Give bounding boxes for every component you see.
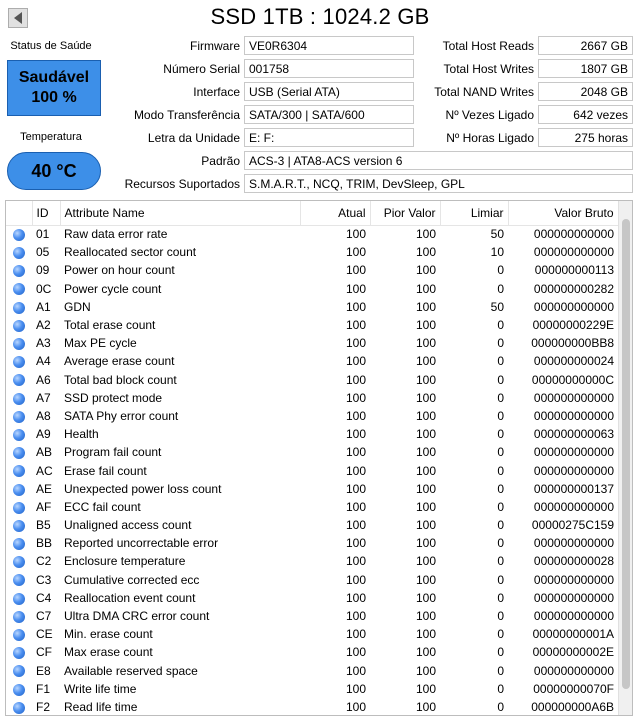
status-cell xyxy=(6,371,32,389)
raw-value: 00000000002E xyxy=(532,645,614,660)
table-row[interactable] xyxy=(6,461,618,479)
current-value: 100 xyxy=(345,590,366,605)
current-value: 100 xyxy=(345,627,366,642)
threshold-value: 0 xyxy=(497,590,504,605)
raw-value: 000000000000 xyxy=(533,390,614,405)
raw-value: 000000000063 xyxy=(533,427,614,442)
raw-value: 00000000070F xyxy=(533,681,614,696)
table-row[interactable] xyxy=(6,280,618,298)
attribute-name: Total bad block count xyxy=(64,372,177,387)
standard-field[interactable]: ACS-3 | ATA8-ACS version 6 xyxy=(244,151,633,170)
status-dot-icon xyxy=(13,611,25,623)
status-cell xyxy=(6,443,32,461)
worst-value: 100 xyxy=(415,681,436,696)
power-count-field[interactable]: 642 vezes xyxy=(538,105,633,124)
attribute-id: A9 xyxy=(36,427,51,442)
status-dot-icon xyxy=(13,302,25,314)
status-dot-icon xyxy=(13,356,25,368)
threshold-value: 50 xyxy=(490,299,504,314)
status-cell xyxy=(6,298,32,316)
status-cell xyxy=(6,461,32,479)
attribute-id: A7 xyxy=(36,390,51,405)
attribute-name: Read life time xyxy=(64,699,138,714)
table-row[interactable] xyxy=(6,662,618,680)
status-cell xyxy=(6,698,32,716)
table-row[interactable] xyxy=(6,698,618,716)
status-dot-icon xyxy=(13,338,25,350)
table-row[interactable] xyxy=(6,389,618,407)
attribute-id: A2 xyxy=(36,318,51,333)
attribute-name: Cumulative corrected ecc xyxy=(64,572,200,587)
attribute-id: A1 xyxy=(36,299,51,314)
worst-value: 100 xyxy=(415,663,436,678)
status-cell xyxy=(6,425,32,443)
threshold-value: 0 xyxy=(497,408,504,423)
attribute-name: Erase fail count xyxy=(64,463,147,478)
threshold-value: 0 xyxy=(497,554,504,569)
interface-field[interactable]: USB (Serial ATA) xyxy=(244,82,414,101)
attribute-id: B5 xyxy=(36,518,51,533)
current-value: 100 xyxy=(345,463,366,478)
attribute-id: C7 xyxy=(36,609,52,624)
attribute-id: A6 xyxy=(36,372,51,387)
threshold-value: 0 xyxy=(497,390,504,405)
features-field[interactable]: S.M.A.R.T., NCQ, TRIM, DevSleep, GPL xyxy=(244,174,633,193)
worst-value: 100 xyxy=(415,408,436,423)
current-value: 100 xyxy=(345,354,366,369)
threshold-value: 0 xyxy=(497,645,504,660)
attribute-name: Enclosure temperature xyxy=(64,554,186,569)
status-dot-icon xyxy=(13,447,25,459)
table-row[interactable] xyxy=(6,334,618,352)
attribute-id: 05 xyxy=(36,245,50,260)
threshold-value: 0 xyxy=(497,518,504,533)
threshold-value: 0 xyxy=(497,463,504,478)
worst-value: 100 xyxy=(415,627,436,642)
raw-value: 000000000000 xyxy=(533,408,614,423)
worst-value: 100 xyxy=(415,699,436,714)
raw-value: 000000000000 xyxy=(533,536,614,551)
drive-letter-label: Letra da Unidade xyxy=(147,131,240,145)
current-value: 100 xyxy=(345,263,366,278)
threshold-value: 0 xyxy=(497,536,504,551)
current-value: 100 xyxy=(345,336,366,351)
table-row[interactable] xyxy=(6,316,618,334)
current-value: 100 xyxy=(345,681,366,696)
worst-value: 100 xyxy=(415,281,436,296)
current-column-header[interactable]: Atual xyxy=(300,201,370,225)
table-scrollbar[interactable] xyxy=(618,201,632,715)
threshold-value: 0 xyxy=(497,663,504,678)
status-cell xyxy=(6,480,32,498)
threshold-value: 0 xyxy=(497,699,504,714)
temperature-label: Temperatura xyxy=(20,131,82,143)
raw-value: 000000000000 xyxy=(533,499,614,514)
raw-value: 000000000024 xyxy=(533,354,614,369)
raw-value: 00000000000C xyxy=(531,372,614,387)
status-dot-icon xyxy=(13,647,25,659)
status-dot-icon xyxy=(13,411,25,423)
firmware-label: Firmware xyxy=(190,39,240,53)
worst-value: 100 xyxy=(415,390,436,405)
nand-writes-field[interactable]: 2048 GB xyxy=(538,82,633,101)
current-value: 100 xyxy=(345,554,366,569)
status-dot-icon xyxy=(13,556,25,568)
host-writes-field[interactable]: 1807 GB xyxy=(538,59,633,78)
status-dot-icon xyxy=(13,429,25,441)
raw-value: 00000000001A xyxy=(532,627,614,642)
attribute-name: Health xyxy=(64,427,99,442)
interface-label: Interface xyxy=(193,85,240,99)
status-dot-icon xyxy=(13,393,25,405)
attribute-name: SSD protect mode xyxy=(64,390,163,405)
attribute-id: A4 xyxy=(36,354,51,369)
worst-value: 100 xyxy=(415,499,436,514)
table-row[interactable] xyxy=(6,534,618,552)
attribute-name: Power on hour count xyxy=(64,263,175,278)
table-row[interactable] xyxy=(6,352,618,370)
threshold-value: 0 xyxy=(497,318,504,333)
attribute-id: F1 xyxy=(36,681,51,696)
status-cell xyxy=(6,625,32,643)
table-row[interactable] xyxy=(6,425,618,443)
worst-value: 100 xyxy=(415,572,436,587)
threshold-value: 0 xyxy=(497,681,504,696)
status-cell xyxy=(6,407,32,425)
attribute-name: Unaligned access count xyxy=(64,518,192,533)
attribute-name: Power cycle count xyxy=(64,281,162,296)
status-dot-icon xyxy=(13,574,25,586)
current-value: 100 xyxy=(345,408,366,423)
status-cell xyxy=(6,334,32,352)
status-dot-icon xyxy=(13,247,25,259)
worst-value: 100 xyxy=(415,336,436,351)
status-cell xyxy=(6,389,32,407)
status-cell xyxy=(6,589,32,607)
status-dot-icon xyxy=(13,283,25,295)
table-row[interactable] xyxy=(6,243,618,261)
name-column-header[interactable]: Attribute Name xyxy=(60,201,300,225)
raw-value: 000000000137 xyxy=(533,481,614,496)
attribute-id: 09 xyxy=(36,263,50,278)
status-dot-icon xyxy=(13,502,25,514)
attribute-id: C3 xyxy=(36,572,52,587)
status-dot-icon xyxy=(13,229,25,241)
status-cell xyxy=(6,280,32,298)
worst-value: 100 xyxy=(415,536,436,551)
status-dot-icon xyxy=(13,374,25,386)
attribute-name: Raw data error rate xyxy=(64,227,168,242)
raw-value: 00000000229E xyxy=(532,318,614,333)
worst-column-header[interactable]: Pior Valor xyxy=(370,201,440,225)
current-value: 100 xyxy=(345,572,366,587)
raw-value-column-header[interactable]: Valor Bruto xyxy=(508,201,618,225)
worst-value: 100 xyxy=(415,554,436,569)
transfer-mode-label: Modo Transferência xyxy=(133,108,240,122)
current-value: 100 xyxy=(345,318,366,333)
worst-value: 100 xyxy=(415,245,436,260)
attribute-id: AC xyxy=(36,463,53,478)
table-row[interactable] xyxy=(6,225,618,243)
current-value: 100 xyxy=(345,518,366,533)
attribute-id: AF xyxy=(36,499,52,514)
worst-value: 100 xyxy=(415,463,436,478)
status-cell xyxy=(6,643,32,661)
status-cell xyxy=(6,243,32,261)
threshold-value: 0 xyxy=(497,499,504,514)
threshold-value: 0 xyxy=(497,572,504,587)
attribute-name: Min. erase count xyxy=(64,627,153,642)
table-row[interactable] xyxy=(6,625,618,643)
host-reads-field[interactable]: 2667 GB xyxy=(538,36,633,55)
threshold-value: 0 xyxy=(497,263,504,278)
table-row[interactable] xyxy=(6,407,618,425)
raw-value: 000000000000 xyxy=(533,590,614,605)
attribute-name: Average erase count xyxy=(64,354,175,369)
threshold-value: 0 xyxy=(497,372,504,387)
status-dot-icon xyxy=(13,538,25,550)
status-cell xyxy=(6,680,32,698)
attribute-id: AE xyxy=(36,481,53,496)
attribute-name: Total erase count xyxy=(64,318,156,333)
current-value: 100 xyxy=(345,227,366,242)
current-value: 100 xyxy=(345,481,366,496)
current-value: 100 xyxy=(345,536,366,551)
status-cell xyxy=(6,534,32,552)
worst-value: 100 xyxy=(415,227,436,242)
status-dot-icon xyxy=(13,702,25,714)
threshold-value: 0 xyxy=(497,427,504,442)
status-dot-icon xyxy=(13,593,25,605)
host-reads-label: Total Host Reads xyxy=(442,39,534,53)
current-value: 100 xyxy=(345,427,366,442)
power-hours-label: Nº Horas Ligado xyxy=(446,131,534,145)
raw-value: 000000000000 xyxy=(533,445,614,460)
status-dot-icon xyxy=(13,484,25,496)
threshold-value: 0 xyxy=(497,627,504,642)
raw-value: 000000000282 xyxy=(533,281,614,296)
status-cell xyxy=(6,607,32,625)
disk-title: SSD 1TB : 1024.2 GB xyxy=(210,4,430,29)
attribute-id: CF xyxy=(36,645,52,660)
status-cell xyxy=(6,261,32,279)
raw-value: 000000000000 xyxy=(533,609,614,624)
table-row[interactable] xyxy=(6,498,618,516)
status-cell xyxy=(6,352,32,370)
attribute-id: F2 xyxy=(36,699,51,714)
attribute-name: Reported uncorrectable error xyxy=(64,536,219,551)
threshold-value: 0 xyxy=(497,354,504,369)
status-cell xyxy=(6,316,32,334)
attribute-id: AB xyxy=(36,445,53,460)
threshold-value: 0 xyxy=(497,336,504,351)
serial-field[interactable]: 001758 xyxy=(244,59,414,78)
firmware-field[interactable]: VE0R6304 xyxy=(244,36,414,55)
table-row[interactable] xyxy=(6,443,618,461)
worst-value: 100 xyxy=(415,518,436,533)
worst-value: 100 xyxy=(415,609,436,624)
attribute-name: Max erase count xyxy=(64,645,153,660)
threshold-value: 10 xyxy=(490,245,504,260)
current-value: 100 xyxy=(345,372,366,387)
table-row[interactable] xyxy=(6,480,618,498)
table-row[interactable] xyxy=(6,261,618,279)
status-cell xyxy=(6,498,32,516)
attribute-name: Write life time xyxy=(64,681,137,696)
current-value: 100 xyxy=(345,645,366,660)
raw-value: 000000000000 xyxy=(533,572,614,587)
smart-attributes-table[interactable] xyxy=(5,200,633,716)
drive-letter-field[interactable]: E: F: xyxy=(244,128,414,147)
status-dot-icon xyxy=(13,320,25,332)
raw-value: 000000000000 xyxy=(533,663,614,678)
worst-value: 100 xyxy=(415,299,436,314)
attribute-id: E8 xyxy=(36,663,51,678)
attribute-id: C4 xyxy=(36,590,52,605)
serial-label: Número Serial xyxy=(163,62,240,76)
table-row[interactable] xyxy=(6,643,618,661)
id-column-header[interactable]: ID xyxy=(32,201,60,225)
table-row[interactable] xyxy=(6,371,618,389)
table-row[interactable] xyxy=(6,571,618,589)
attribute-id: 0C xyxy=(36,281,52,296)
power-hours-field[interactable]: 275 horas xyxy=(538,128,633,147)
status-cell xyxy=(6,552,32,570)
worst-value: 100 xyxy=(415,590,436,605)
worst-value: 100 xyxy=(415,445,436,460)
power-count-label: Nº Vezes Ligado xyxy=(445,108,534,122)
current-value: 100 xyxy=(345,245,366,260)
health-status-text: Saudável xyxy=(18,69,90,86)
standard-label: Padrão xyxy=(201,154,240,168)
attribute-name: Available reserved space xyxy=(64,663,198,678)
raw-value: 000000000113 xyxy=(534,263,614,278)
current-value: 100 xyxy=(345,699,366,714)
table-row[interactable] xyxy=(6,552,618,570)
status-cell xyxy=(6,571,32,589)
status-dot-icon xyxy=(13,520,25,532)
nand-writes-label: Total NAND Writes xyxy=(434,85,534,99)
health-status-badge[interactable] xyxy=(7,60,101,116)
attribute-name: Reallocated sector count xyxy=(64,245,197,260)
threshold-value: 0 xyxy=(497,481,504,496)
attribute-name: Reallocation event count xyxy=(64,590,196,605)
current-value: 100 xyxy=(345,663,366,678)
attribute-name: Program fail count xyxy=(64,445,162,460)
attribute-id: A8 xyxy=(36,408,51,423)
threshold-value: 0 xyxy=(497,445,504,460)
current-value: 100 xyxy=(345,281,366,296)
table-row[interactable] xyxy=(6,680,618,698)
attribute-name: Max PE cycle xyxy=(64,336,137,351)
host-writes-label: Total Host Writes xyxy=(443,62,534,76)
status-dot-icon xyxy=(13,665,25,677)
status-column-header[interactable] xyxy=(6,201,32,225)
raw-value: 000000000000 xyxy=(533,245,614,260)
status-dot-icon xyxy=(13,629,25,641)
features-label: Recursos Suportados xyxy=(124,177,240,191)
status-dot-icon xyxy=(13,265,25,277)
current-value: 100 xyxy=(345,390,366,405)
threshold-value: 50 xyxy=(490,227,504,242)
table-row[interactable] xyxy=(6,607,618,625)
raw-value: 000000000000 xyxy=(533,463,614,478)
threshold-value: 0 xyxy=(497,281,504,296)
table-row[interactable] xyxy=(6,516,618,534)
raw-value: 000000000BB8 xyxy=(531,336,614,351)
threshold-column-header[interactable]: Limiar xyxy=(440,201,508,225)
transfer-mode-field[interactable]: SATA/300 | SATA/600 xyxy=(244,105,414,124)
attribute-name: SATA Phy error count xyxy=(64,408,179,423)
current-value: 100 xyxy=(345,609,366,624)
table-row[interactable] xyxy=(6,589,618,607)
raw-value: 000000000A6B xyxy=(531,699,614,714)
current-value: 100 xyxy=(345,299,366,314)
health-percent: 100 % xyxy=(31,89,77,106)
status-cell xyxy=(6,516,32,534)
worst-value: 100 xyxy=(415,354,436,369)
worst-value: 100 xyxy=(415,263,436,278)
table-row[interactable] xyxy=(6,298,618,316)
attribute-id: C2 xyxy=(36,554,52,569)
status-dot-icon xyxy=(13,465,25,477)
raw-value: 000000000000 xyxy=(533,227,614,242)
worst-value: 100 xyxy=(415,427,436,442)
attribute-id: A3 xyxy=(36,336,51,351)
threshold-value: 0 xyxy=(497,609,504,624)
attribute-id: BB xyxy=(36,536,53,551)
current-value: 100 xyxy=(345,499,366,514)
current-value: 100 xyxy=(345,445,366,460)
raw-value: 000000000000 xyxy=(533,299,614,314)
worst-value: 100 xyxy=(415,372,436,387)
attribute-id: CE xyxy=(36,627,53,642)
attribute-name: Ultra DMA CRC error count xyxy=(64,609,210,624)
attribute-name: GDN xyxy=(64,299,91,314)
status-cell xyxy=(6,225,32,243)
attribute-name: Unexpected power loss count xyxy=(64,481,222,496)
worst-value: 100 xyxy=(415,318,436,333)
raw-value: 00000275C159 xyxy=(531,518,614,533)
table-header-row xyxy=(6,201,618,225)
raw-value: 000000000028 xyxy=(533,554,614,569)
health-status-label: Status de Saúde xyxy=(10,40,92,52)
scrollbar-thumb[interactable] xyxy=(622,219,630,689)
status-dot-icon xyxy=(13,684,25,696)
attribute-id: 01 xyxy=(36,227,50,242)
worst-value: 100 xyxy=(415,481,436,496)
status-cell xyxy=(6,662,32,680)
temperature-badge[interactable]: 40 °C xyxy=(7,152,101,190)
worst-value: 100 xyxy=(415,645,436,660)
attribute-name: ECC fail count xyxy=(64,499,141,514)
